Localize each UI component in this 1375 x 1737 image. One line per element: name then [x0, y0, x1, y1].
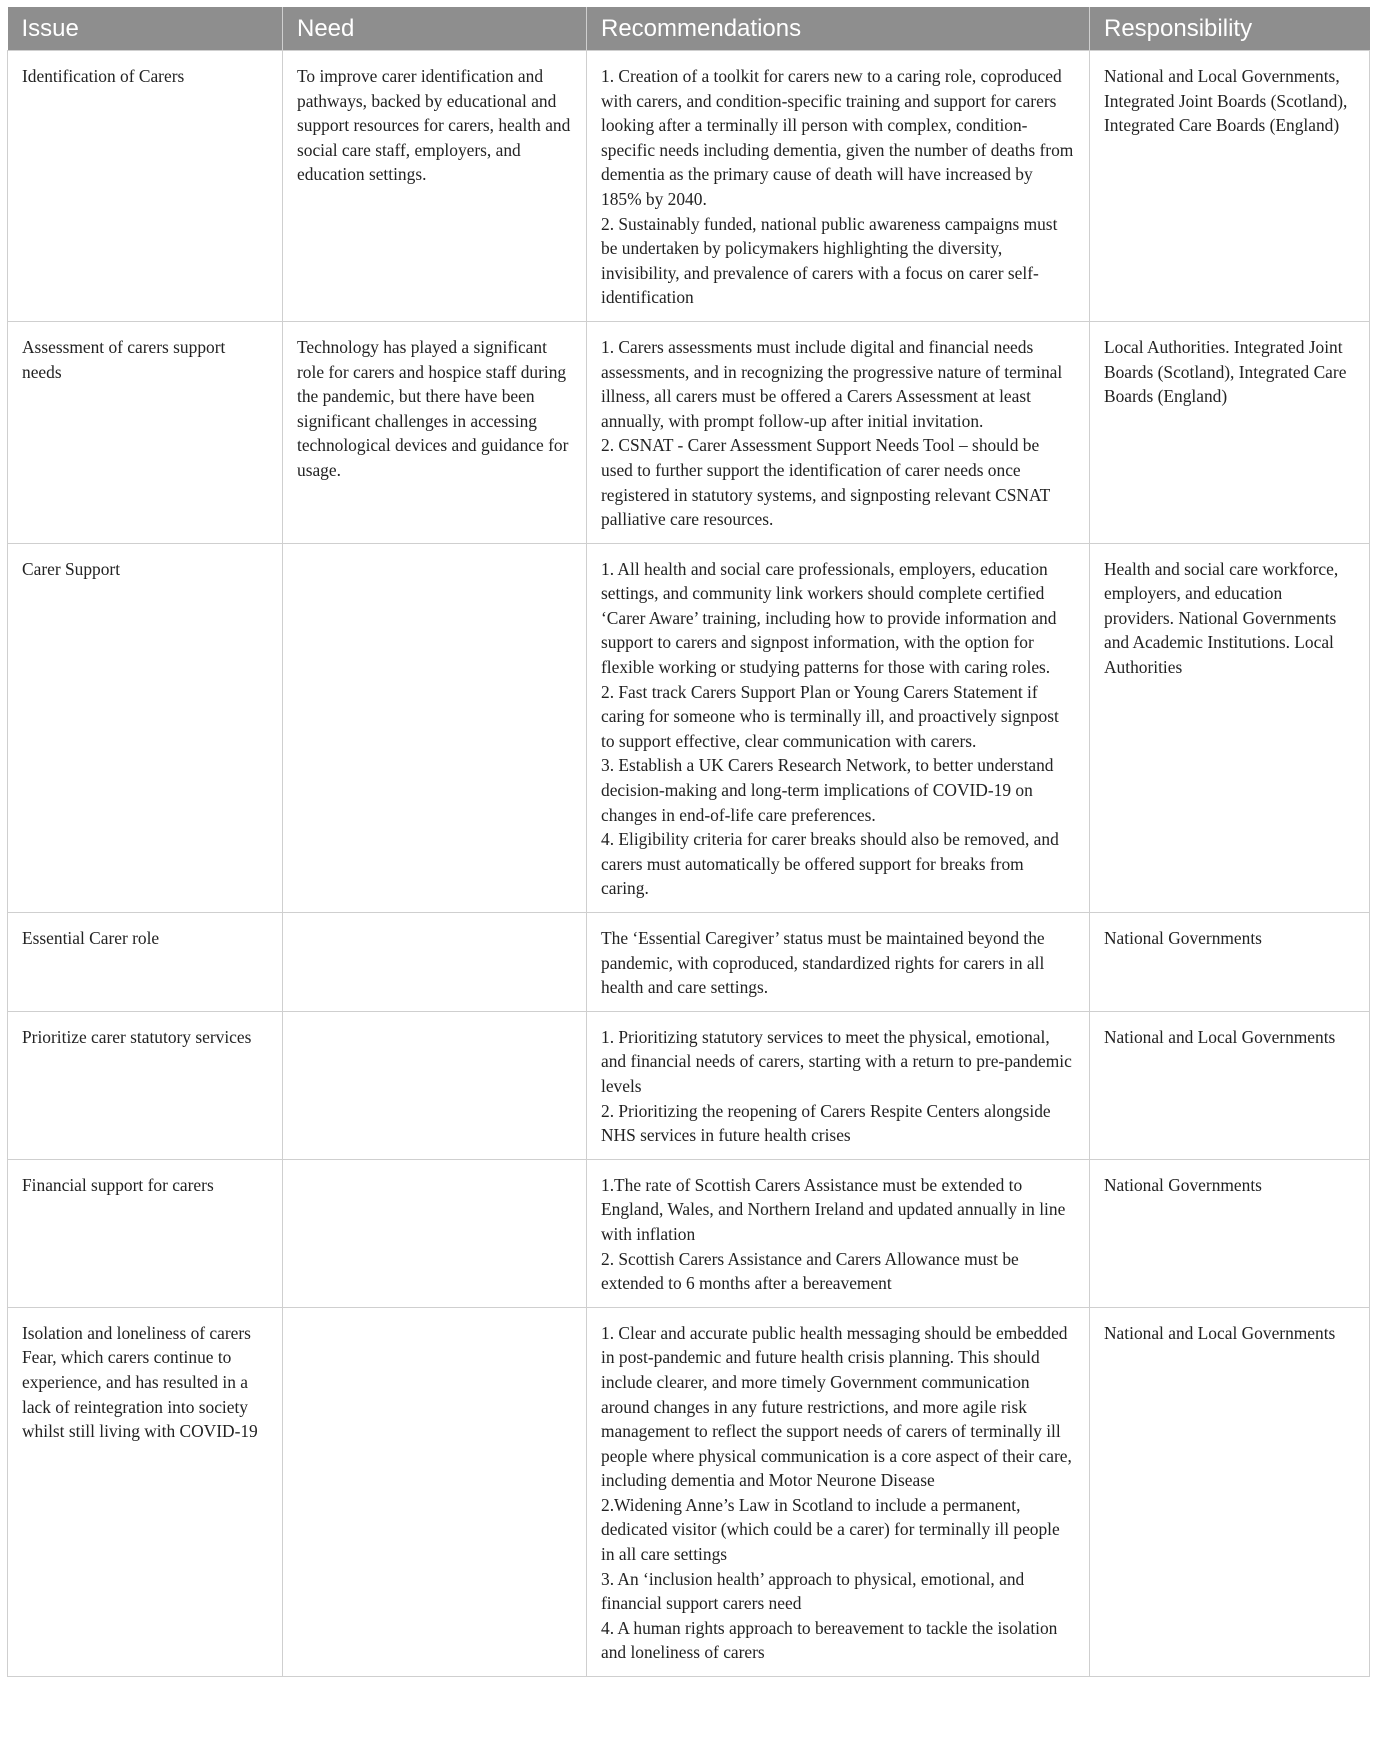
header-row: [8, 7, 1370, 51]
cell-need: To improve carer identification and pathways, backed by educational and support resources for carers, health and social care staff, employers, and education settings.: [283, 51, 587, 322]
table-row: [8, 1159, 1370, 1307]
recommendation-item: 3. An ‘inclusion health’ approach to physical, emotional, and financial support carers need: [601, 1568, 1025, 1614]
cell-recommendations: [587, 1307, 1090, 1676]
cell-recommendations: [587, 51, 1090, 322]
cell-responsibility: National Governments: [1090, 1159, 1370, 1307]
table-row: [8, 1011, 1370, 1159]
recommendation-item: 4. Eligibility criteria for carer breaks should also be removed, and carers must automatically be offered support for breaks from caring.: [601, 829, 1059, 899]
cell-recommendations: [587, 321, 1090, 543]
recommendation-item: 1. Carers assessments must include digital and financial needs assessments, and in recognizing the progressive nature of terminal illness, all carers must be offered a Carers Assessment at least annually, with prompt follow-up after initial invitation.: [601, 336, 1063, 431]
recommendation-item: 1.The rate of Scottish Carers Assistance must be extended to England, Wales, and Northern Ireland and updated annually in line with inflation: [601, 1174, 1066, 1244]
table-body: [8, 51, 1370, 1677]
recommendation-item: 2.Widening Anne’s Law in Scotland to include a permanent, dedicated visitor (which could be a carer) for terminally ill people in all care settings: [601, 1494, 1060, 1565]
recommendation-item: 3. Establish a UK Carers Research Network, to better understand decision-making and long-term implications of COVID-19 on changes in end-of-life care preferences.: [601, 755, 1054, 825]
recommendation-item: 2. Sustainably funded, national public awareness campaigns must be undertaken by policymakers highlighting the diversity, invisibility, and prevalence of carers with a focus on carer self-identification: [601, 213, 1058, 308]
header-need: Need: [283, 7, 587, 51]
recommendation-item: 1. Creation of a toolkit for carers new to a caring role, coproduced with carers, and condition-specific training and support for carers looking after a terminally ill person with complex, condition-specific needs including dementia, given the number of deaths from dementia as the primary cause of death will have increased by 185% by 2040.: [601, 66, 1074, 209]
cell-issue: Prioritize carer statutory services: [8, 1011, 283, 1159]
recommendation-item: The ‘Essential Caregiver’ status must be maintained beyond the pandemic, with coproduced, standardized rights for carers in all health and care settings.: [601, 928, 1045, 998]
cell-responsibility: National Governments: [1090, 913, 1370, 1012]
table-row: [8, 913, 1370, 1012]
recommendation-item: 2. Scottish Carers Assistance and Carers Allowance must be extended to 6 months after a bereavement: [601, 1248, 1019, 1294]
header-responsibility: Responsibility: [1090, 7, 1370, 51]
cell-responsibility: National and Local Governments: [1090, 1011, 1370, 1159]
cell-issue: Carer Support: [8, 543, 283, 912]
table-header: [8, 7, 1370, 51]
cell-need: [283, 1159, 587, 1307]
cell-need: Technology has played a significant role for carers and hospice staff during the pandemic, but there have been significant challenges in accessing technological devices and guidance for usage.: [283, 321, 587, 543]
recommendation-item: 1. All health and social care professionals, employers, education settings, and community link workers should complete certified ‘Carer Aware’ training, including how to provide information and support to carers and signpost information, with the option for flexible working or studying patterns for those with caring roles.: [601, 558, 1057, 678]
cell-recommendations: [587, 1011, 1090, 1159]
cell-recommendations: [587, 543, 1090, 912]
recommendation-item: 4. A human rights approach to bereavement to tackle the isolation and loneliness of carers: [601, 1617, 1058, 1663]
header-issue: Issue: [8, 7, 283, 51]
cell-need: [283, 913, 587, 1012]
cell-responsibility: National and Local Governments, Integrated Joint Boards (Scotland), Integrated Care Boards (England): [1090, 51, 1370, 322]
cell-recommendations: [587, 1159, 1090, 1307]
recommendation-item: 1. Prioritizing statutory services to meet the physical, emotional, and financial needs of carers, starting with a return to pre-pandemic levels: [601, 1026, 1072, 1096]
table-row: [8, 321, 1370, 543]
table-row: [8, 543, 1370, 912]
cell-issue: Essential Carer role: [8, 913, 283, 1012]
cell-responsibility: National and Local Governments: [1090, 1307, 1370, 1676]
table-row: [8, 1307, 1370, 1676]
cell-need: [283, 1011, 587, 1159]
table-row: [8, 51, 1370, 322]
recommendation-item: 2. Prioritizing the reopening of Carers Respite Centers alongside NHS services in future health crises: [601, 1100, 1051, 1146]
cell-responsibility: Health and social care workforce, employers, and education providers. National Governments and Academic Institutions. Local Authorities: [1090, 543, 1370, 912]
header-recommendations: Recommendations: [587, 7, 1090, 51]
cell-need: [283, 543, 587, 912]
cell-responsibility: Local Authorities. Integrated Joint Boards (Scotland), Integrated Care Boards (England): [1090, 321, 1370, 543]
recommendation-item: 1. Clear and accurate public health messaging should be embedded in post-pandemic and future health crisis planning. This should include clearer, and more timely Government communication around changes in any future restrictions, and more agile risk management to reflect the support needs of carers of terminally ill people where physical communication is a core aspect of their care, including dementia and Motor Neurone Disease: [601, 1322, 1072, 1491]
cell-issue: Isolation and loneliness of carers Fear, which carers continue to experience, and has resulted in a lack of reintegration into society whilst still living with COVID-19: [8, 1307, 283, 1676]
recommendation-item: 2. Fast track Carers Support Plan or Young Carers Statement if caring for someone who is terminally ill, and proactively signpost to support effective, clear communication with carers.: [601, 681, 1059, 751]
cell-recommendations: [587, 913, 1090, 1012]
cell-need: [283, 1307, 587, 1676]
cell-issue: Assessment of carers support needs: [8, 321, 283, 543]
cell-issue: Financial support for carers: [8, 1159, 283, 1307]
recommendations-table: [7, 7, 1370, 1677]
recommendations-table-container: [7, 7, 1369, 1677]
cell-issue: Identification of Carers: [8, 51, 283, 322]
recommendation-item: 2. CSNAT - Carer Assessment Support Needs Tool – should be used to further support the identification of carer needs once registered in statutory systems, and signposting relevant CSNAT palliative care resources.: [601, 435, 1050, 530]
